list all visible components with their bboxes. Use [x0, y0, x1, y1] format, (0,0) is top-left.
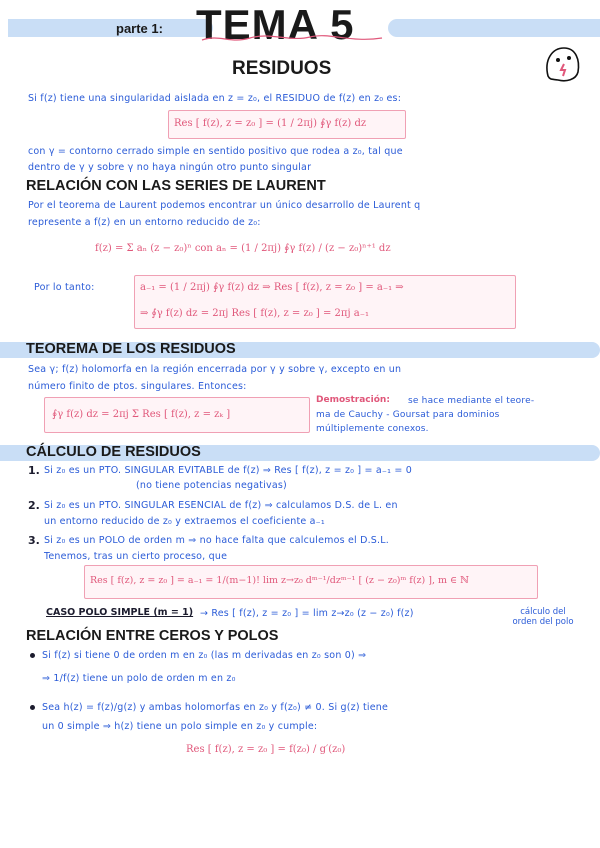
parte-label: parte 1:: [116, 21, 163, 36]
laurent-result-line-1: a₋₁ = (1 / 2πj) ∮γ f(z) dz ⇒ Res [ f(z), z = z₀ ] = a₋₁ ⇒: [140, 282, 404, 293]
item-1-note: (no tiene potencias negativas): [136, 480, 287, 491]
demo-line-1: se hace mediante el teore-: [408, 396, 535, 406]
item-3-text: Si z₀ es un POLO de orden m ⇒ no hace falta que calculemos el D.S.L.: [44, 535, 389, 546]
laurent-section-title: RELACIÓN CON LAS SERIES DE LAURENT: [26, 178, 326, 194]
laurent-line-1: Por el teorema de Laurent podemos encontrar un único desarrollo de Laurent q: [28, 200, 421, 211]
item-1-number: 1.: [28, 464, 40, 477]
page-title: TEMA 5: [196, 1, 355, 48]
ceros-bullet-2: Sea h(z) = f(z)/g(z) y ambas holomorfas en z₀ y f(z₀) ≠ 0. Si g(z) tiene: [42, 702, 389, 713]
caso-polo-simple-formula: → Res [ f(z), z = z₀ ] = lim z→z₀ (z − z₀) f(z): [200, 608, 414, 619]
bullet-2-dot: [30, 705, 35, 710]
teorema-line-1: Sea γ; f(z) holomorfa en la región encerrada por γ y sobre γ, excepto en un: [28, 364, 402, 375]
item-1-text: Si z₀ es un PTO. SINGULAR EVITABLE de f(z) ⇒ Res [ f(z), z = z₀ ] = a₋₁ = 0: [44, 465, 412, 476]
ceros-bullet-1-line-2: ⇒ 1/f(z) tiene un polo de orden m en z₀: [42, 673, 236, 684]
title-underline-scribble: [200, 32, 385, 46]
ceros-section-title: RELACIÓN ENTRE CEROS Y POLOS: [26, 628, 279, 644]
section-label-right: [388, 19, 600, 37]
intro-line-1: Si f(z) tiene una singularidad aislada en z = z₀, el RESIDUO de f(z) en z₀ es:: [28, 93, 402, 104]
ceros-bullet-2-line-2: un 0 simple ⇒ h(z) tiene un polo simple en z₀ y cumple:: [42, 721, 318, 732]
item-3-number: 3.: [28, 534, 40, 547]
teorema-line-2: número finito de ptos. singulares. Entonces:: [28, 381, 247, 392]
page-subtitle: RESIDUOS: [232, 58, 332, 79]
bullet-1-dot: [30, 653, 35, 658]
ceros-bullet-1: Si f(z) si tiene 0 de orden m en z₀ (las m derivadas en z₀ son 0) ⇒: [42, 650, 367, 661]
item-2-text: Si z₀ es un PTO. SINGULAR ESENCIAL de f(z) ⇒ calculamos D.S. de L. en: [44, 500, 398, 511]
demo-line-3: múltiplemente conexos.: [316, 424, 429, 434]
polo-formula: Res [ f(z), z = z₀ ] = a₋₁ = 1/(m−1)! lim z→z₀ dᵐ⁻¹/dzᵐ⁻¹ [ (z − z₀)ᵐ f(z) ], m ∈ ℕ: [90, 575, 469, 586]
calculo-section-title: CÁLCULO DE RESIDUOS: [26, 444, 201, 460]
orden-polo-note: cálculo del orden del polo: [512, 607, 574, 627]
demo-line-2: ma de Cauchy - Goursat para dominios: [316, 410, 500, 420]
residue-definition-formula: Res [ f(z), z = z₀ ] = (1 / 2πj) ∮γ f(z) dz: [174, 118, 367, 129]
item-3-line-2: Tenemos, tras un cierto proceso, que: [44, 551, 228, 562]
item-2-line-2: un entorno reducido de z₀ y extraemos el coeficiente a₋₁: [44, 516, 325, 527]
laurent-series-formula: f(z) = Σ aₙ (z − z₀)ⁿ con aₙ = (1 / 2πj) ∮γ f(z) / (z − z₀)ⁿ⁺¹ dz: [95, 243, 391, 254]
teorema-section-title: TEOREMA DE LOS RESIDUOS: [26, 341, 236, 357]
caso-polo-simple-label: CASO POLO SIMPLE (m = 1): [46, 607, 194, 618]
ghost-doodle-icon: [540, 42, 584, 86]
por-tanto-label: Por lo tanto:: [34, 282, 95, 293]
intro-line-3: dentro de γ y sobre γ no haya ningún otro punto singular: [28, 162, 312, 173]
intro-line-2: con γ = contorno cerrado simple en sentido positivo que rodea a z₀, tal que: [28, 146, 403, 157]
polo-simple-residue-formula: Res [ f(z), z = z₀ ] = f(z₀) / g′(z₀): [186, 744, 346, 755]
item-2-number: 2.: [28, 499, 40, 512]
teorema-formula: ∮γ f(z) dz = 2πj Σ Res [ f(z), z = zₖ ]: [52, 409, 231, 420]
laurent-line-2: represente a f(z) en un entorno reducido de z₀:: [28, 217, 261, 228]
section-label: [8, 19, 213, 37]
demo-label: Demostración:: [316, 395, 390, 405]
laurent-result-line-2: ⇒ ∮γ f(z) dz = 2πj Res [ f(z), z = z₀ ] = 2πj a₋₁: [140, 308, 370, 319]
